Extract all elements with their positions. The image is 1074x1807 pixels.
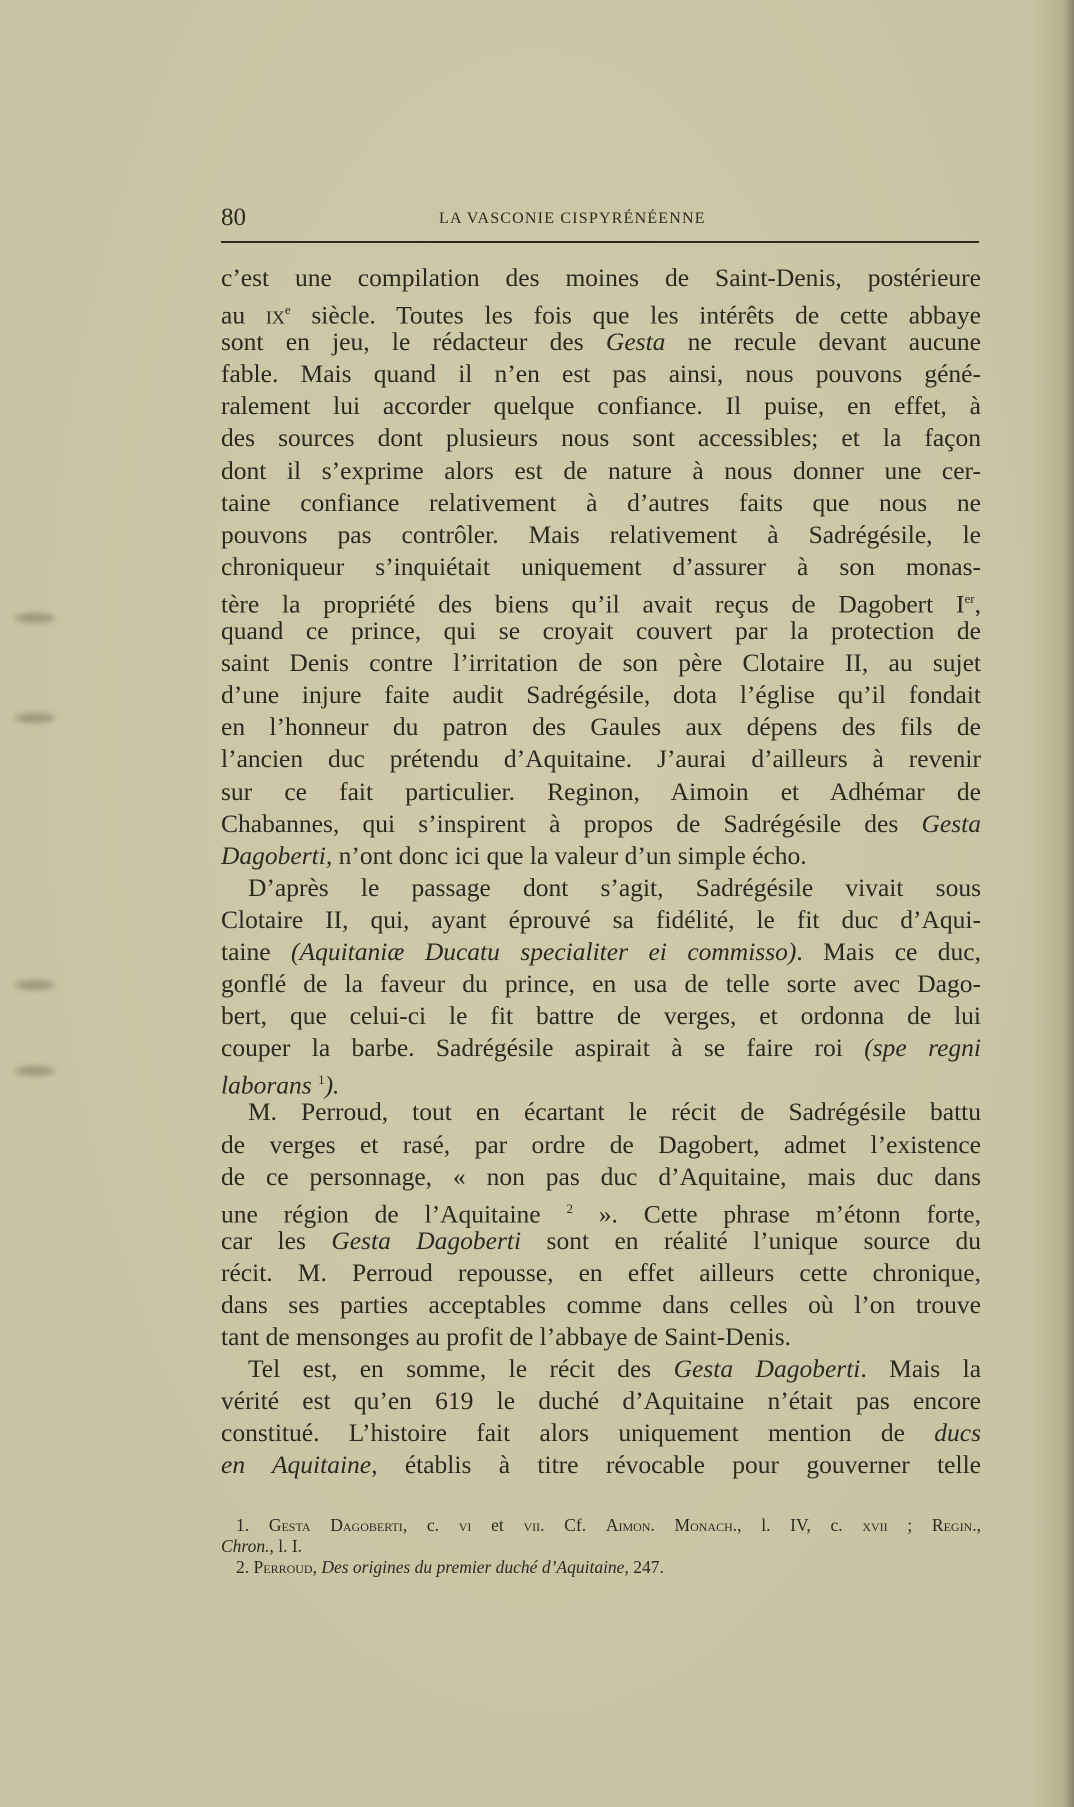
paragraph-start: D’après le passage dont s’agit, Sadrégésile vivait sous xyxy=(248,872,981,902)
text-line: de verges et rasé, par ordre de Dagobert, admet l’existence xyxy=(221,1129,981,1159)
text-line: au $ix^e$ siècle. Toutes les fois que les intérêts de cette abbaye xyxy=(221,300,981,330)
text-line: l’ancien duc prétendu d’Aquitaine. J’aurai d’ailleurs à revenir xyxy=(221,744,981,774)
margin-stain xyxy=(15,613,55,623)
text-line: couper la barbe. Sadrégésile aspirait à se faire roi (spe regni xyxy=(221,1033,981,1063)
text-line: sont en jeu, le rédacteur des Gesta ne recule devant aucune xyxy=(221,327,981,357)
margin-stain xyxy=(15,713,55,723)
book-page xyxy=(221,200,982,1577)
footnote-ref-2: 2 xyxy=(566,1200,573,1216)
text-line: car les Gesta Dagoberti sont en réalité l’unique source du xyxy=(221,1225,981,1255)
text-line: Clotaire II, qui, ayant éprouvé sa fidélité, le fit duc d’Aqui- xyxy=(221,904,981,934)
text-line: c’est une compilation des moines de Saint-Denis, postérieure xyxy=(221,263,981,292)
text-line: gonflé de la faveur du prince, en usa de telle sorte avec Dago- xyxy=(221,969,981,999)
text-line: quand ce prince, qui se croyait couvert par la protection de xyxy=(221,616,981,646)
text-line: d’une injure faite audit Sadrégésile, dota l’église qu’il fondait xyxy=(221,680,981,710)
footnote-1: 1. Gesta Dagoberti, c. vi et vii. Cf. Aimon. Monach., l. IV, c. xvii ; Regin., xyxy=(236,1515,982,1535)
text-line: sur ce fait particulier. Reginon, Aimoin et Adhémar de xyxy=(221,776,981,806)
text-line: en l’honneur du patron des Gaules aux dépens des fils de xyxy=(221,712,981,742)
text-line: Dagoberti, n’ont donc ici que la valeur d’un simple écho. xyxy=(221,840,807,870)
text-line: vérité est qu’en 619 le duché d’Aquitaine n’était pas encore xyxy=(221,1386,981,1416)
text-line: constitué. L’histoire fait alors uniquement mention de ducs xyxy=(221,1418,981,1448)
header-rule xyxy=(221,241,979,243)
paragraph-start: Tel est, en somme, le récit des Gesta Dagoberti. Mais la xyxy=(248,1354,982,1384)
text-line: saint Denis contre l’irritation de son père Clotaire II, au sujet xyxy=(221,648,981,678)
page-number: 80 xyxy=(221,204,246,231)
text-line: des sources dont plusieurs nous sont accessibles; et la façon xyxy=(221,423,981,453)
footnote-2: 2. Perroud, Des origines du premier duché d’Aquitaine, 247. xyxy=(236,1557,664,1577)
running-title: LA VASCONIE CISPYRÉNÉENNE xyxy=(439,210,706,227)
footnote-1-cont: Chron., l. I. xyxy=(221,1536,303,1556)
text-line: de ce personnage, « non pas duc d’Aquitaine, mais duc dans xyxy=(221,1161,981,1191)
text-line: taine confiance relativement à d’autres faits que nous ne xyxy=(221,487,981,517)
footnote-ref-1: 1 xyxy=(318,1072,325,1088)
text-line: tant de mensonges au profit de l’abbaye de Saint-Denis. xyxy=(221,1322,792,1352)
text-line: tère la propriété des biens qu’il avait reçus de Dagobert Ier, xyxy=(221,589,981,619)
text-line: laborans $^1$). xyxy=(221,1070,340,1100)
text-line: dans ses parties acceptables comme dans celles où l’on trouve xyxy=(221,1290,981,1319)
text-line: chroniqueur s’inquiétait uniquement d’assurer à son monas- xyxy=(221,551,981,581)
margin-stain xyxy=(15,1066,55,1076)
text-line: dont il s’exprime alors est de nature à nous donner une cer- xyxy=(221,455,981,485)
text-line: bert, que celui-ci le fit battre de verges, et ordonna de lui xyxy=(221,1001,981,1031)
body-text xyxy=(221,262,981,1482)
text-line: Chabannes, qui s’inspirent à propos de Sadrégésile des Gesta xyxy=(221,808,981,838)
text-line: une région de l’Aquitaine $^2$ ». Cette phrase m’étonn forte, xyxy=(221,1199,981,1229)
page-header xyxy=(221,200,981,236)
footnotes xyxy=(221,1515,981,1578)
text-line: ralement lui accorder quelque confiance. Il puise, en effet, à xyxy=(221,391,981,421)
text-line: pouvons pas contrôler. Mais relativement à Sadrégésile, le xyxy=(221,519,981,549)
text-line: récit. M. Perroud repousse, en effet ailleurs cette chronique, xyxy=(221,1257,981,1287)
text-line: taine (Aquitaniæ Ducatu specialiter ei commisso). Mais ce duc, xyxy=(221,936,981,966)
margin-stain xyxy=(15,980,55,990)
text-line: en Aquitaine, établis à titre révocable pour gouverner telle xyxy=(221,1450,981,1480)
paragraph-start: M. Perroud, tout en écartant le récit de Sadrégésile battu xyxy=(248,1097,981,1127)
text-line: fable. Mais quand il n’en est pas ainsi, nous pouvons géné- xyxy=(221,359,981,389)
